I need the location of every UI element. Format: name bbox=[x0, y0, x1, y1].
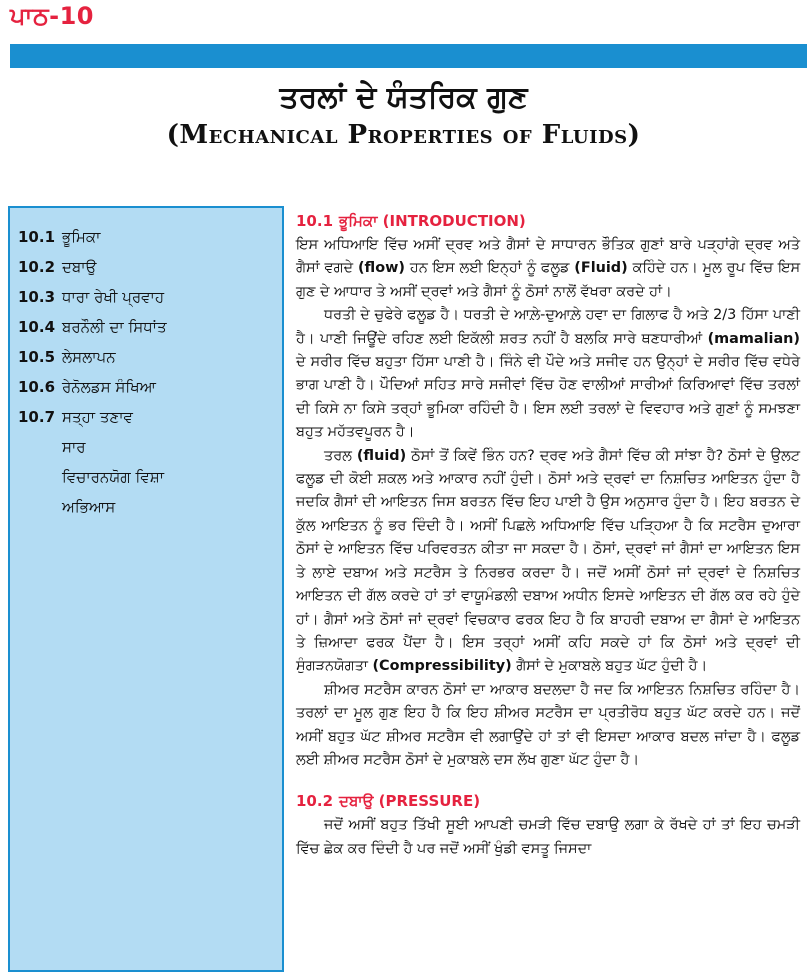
toc-item bbox=[10, 348, 282, 378]
toc-number: 10.4 bbox=[18, 318, 56, 336]
toc-label: ਲੇਸਲਾਪਨ bbox=[62, 348, 116, 366]
english-term: (Compressibility) bbox=[372, 658, 512, 675]
section-heading bbox=[296, 788, 800, 814]
section-heading bbox=[296, 208, 800, 234]
english-term: (fluid) bbox=[356, 447, 407, 464]
chapter-title-english: (Mechanical Properties of Fluids) bbox=[166, 120, 641, 150]
toc-item bbox=[10, 408, 282, 438]
chapter-title-punjabi: ਤਰਲਾਂ ਦੇ ਯੰਤਰਿਕ ਗੁਣ bbox=[279, 80, 528, 115]
table-of-contents bbox=[8, 206, 284, 972]
text-run: ਧਰਤੀ ਦੇ ਚੁਫੇਰੇ ਫਲੂਡ ਹੈ। ਧਰਤੀ ਦੇ ਆਲ਼ੇ-ਦੁਆਲ਼ੇ ਹਵਾ ਦਾ ਗਿਲਾਫ ਹੈ ਅਤੇ 2/3 ਹਿੱਸਾ ਪਾਣੀ ਹੈ। ਪਾਣੀ ਜਿਊਂਦੇ ਰਹਿਣ ਲਈ ਇਕੱਲੀ ਸ਼ਰਤ ਨਹੀਂ ਹੈ ਬਲਕਿ ਸਾਰੇ ਥਣਧਾਰੀਆਂ bbox=[296, 307, 800, 347]
toc-item bbox=[10, 288, 282, 318]
toc-label: ਬਰਨੌਲੀ ਦਾ ਸਿਧਾਂਤ bbox=[62, 318, 167, 336]
toc-label: ਦਬਾਉ bbox=[62, 258, 97, 276]
text-run: ਗੈਸਾਂ ਦੇ ਮੁਕਾਬਲੇ ਬਹੁਤ ਘੱਟ ਹੁੰਦੀ ਹੈ। bbox=[516, 658, 708, 675]
main-text bbox=[296, 206, 800, 861]
paragraph bbox=[296, 445, 800, 679]
toc-number: 10.7 bbox=[18, 408, 56, 426]
toc-label: ਭੂਮਿਕਾ bbox=[62, 228, 101, 246]
toc-item bbox=[10, 378, 282, 408]
section-number: 10.2 bbox=[296, 792, 334, 811]
section-number: 10.1 bbox=[296, 212, 334, 230]
text-run: ਕਹਿੰਦੇ ਹਨ। ਮੂਲ ਰੂਪ ਵਿੱਚ ਇਸ ਗੁਣ ਦੇ ਆਧਾਰ ਤੇ ਅਸੀਂ ਦ੍ਰਵਾਂ ਅਤੇ ਗੈਸਾਂ ਨੂੰ ਠੋਸਾਂ ਨਾਲੋਂ ਵੱਖਰਾ ਕਰਦੇ ਹਾਂ। bbox=[296, 260, 801, 300]
paragraph bbox=[296, 234, 800, 304]
english-term: (mamalian) bbox=[707, 330, 800, 347]
toc-number: 10.1 bbox=[18, 228, 56, 246]
section-gap bbox=[296, 772, 800, 786]
text-run: ਤਰਲ bbox=[324, 447, 352, 464]
toc-number: 10.6 bbox=[18, 378, 56, 396]
toc-item bbox=[10, 318, 282, 348]
toc-label: ਧਾਰਾ ਰੇਖੀ ਪ੍ਰਵਾਹ bbox=[62, 288, 165, 306]
english-term: (Fluid) bbox=[574, 260, 628, 277]
toc-number: 10.5 bbox=[18, 348, 56, 366]
toc-item-exercises: ਅਭਿਆਸ bbox=[62, 498, 116, 516]
toc-label: ਸਤ੍ਹਾ ਤਣਾਵ bbox=[62, 408, 133, 426]
toc-item bbox=[10, 258, 282, 288]
toc-number: 10.3 bbox=[18, 288, 56, 306]
paragraph bbox=[296, 304, 800, 444]
section-title: ਭੂਮਿਕਾ (INTRODUCTION) bbox=[339, 212, 526, 230]
chapter-label: ਪਾਠ-10 bbox=[10, 2, 94, 30]
paragraph: ਸ਼ੀਅਰ ਸਟਰੈਸ ਕਾਰਨ ਠੋਸਾਂ ਦਾ ਆਕਾਰ ਬਦਲਦਾ ਹੈ ਜਦ ਕਿ ਆਇਤਨ ਨਿਸ਼ਚਿਤ ਰਹਿੰਦਾ ਹੈ। ਤਰਲਾਂ ਦਾ ਮੂਲ ਗੁਣ ਇਹ ਹੈ ਕਿ ਇਹ ਸ਼ੀਅਰ ਸਟਰੈਸ ਦਾ ਪ੍ਰਤੀਰੋਧ ਬਹੁਤ ਘੱਟ ਕਰਦੇ ਹਨ। ਜਦੋਂ ਅਸੀਂ ਬਹੁਤ ਘੱਟ ਸ਼ੀਅਰ ਸਟਰੈਸ ਵੀ ਲਗਾਉਂਦੇ ਹਾਂ ਤਾਂ ਵੀ ਇਸਦਾ ਆਕਾਰ ਬਦਲ ਜਾਂਦਾ ਹੈ। ਫਲੂਡ ਲਈ ਸ਼ੀਅਰ ਸਟਰੈਸ ਠੋਸਾਂ ਦੇ ਮੁਕਾਬਲੇ ਦਸ ਲੱਖ ਗੁਣਾ ਘੱਟ ਹੁੰਦਾ ਹੈ। bbox=[296, 681, 800, 768]
text-run: ਠੋਸਾਂ ਤੋਂ ਕਿਵੇਂ ਭਿੰਨ ਹਨ? ਦ੍ਰਵ ਅਤੇ ਗੈਸਾਂ ਵਿੱਚ ਕੀ ਸਾਂਝਾ ਹੈ? ਠੋਸਾਂ ਦੇ ਉਲਟ ਫਲੂਡ ਦੀ ਕੋਈ ਸ਼ਕਲ ਅਤੇ ਆਕਾਰ ਨਹੀਂ ਹੁੰਦੀ। ਠੋਸਾਂ ਅਤੇ ਦ੍ਰਵਾਂ ਦਾ ਨਿਸ਼ਚਿਤ ਆਇਤਨ ਹੁੰਦਾ ਹੈ ਜਦਕਿ ਗੈਸਾਂ ਦੀ ਆਇਤਨ ਜਿਸ ਬਰਤਨ ਵਿੱਚ ਇਹ ਪਾਈ ਹੈ ਉਸ ਅਨੁਸਾਰ ਹੁੰਦਾ ਹੈ। ਇਹ ਬਰਤਨ ਦੇ ਕੁੱਲ ਆਇਤਨ ਨੂੰ ਭਰ ਦਿੰਦੀ ਹੈ। ਅਸੀਂ ਪਿਛਲੇ ਅਧਿਆਇ ਵਿੱਚ ਪੜ੍ਹਿਆ ਹੈ ਕਿ ਸਟਰੈਸ ਦੁਆਰਾ ਠੋਸਾਂ ਦੇ ਆਇਤਨ ਵਿੱਚ ਪਰਿਵਰਤਨ ਕੀਤਾ ਜਾ ਸਕਦਾ ਹੈ। ਠੋਸਾਂ, ਦ੍ਰਵਾਂ ਜਾਂ ਗੈਸਾਂ ਦਾ ਆਇਤਨ ਇਸ ਤੇ ਲਾਏ ਦਬਾਅ ਅਤੇ ਸਟਰੈਸ ਤੇ ਨਿਰਭਰ ਕਰਦਾ ਹੈ। ਜਦੋਂ ਅਸੀਂ ਠੋਸਾਂ ਜਾਂ ਦ੍ਰਵਾਂ ਦੇ ਨਿਸ਼ਚਿਤ ਆਇਤਨ ਦੀ ਗੱਲ ਕਰਦੇ ਹਾਂ ਤਾਂ ਵਾਯੂਮੰਡਲੀ ਦਬਾਅ ਅਧੀਨ ਇਸਦੇ ਆਇਤਨ ਦੀ ਗੱਲ ਕਰ ਰਹੇ ਹੁੰਦੇ ਹਾਂ। ਗੈਸਾਂ ਅਤੇ ਠੋਸਾਂ ਜਾਂ ਦ੍ਰਵਾਂ ਵਿਚਕਾਰ ਫਰਕ ਇਹ ਹੈ ਕਿ ਬਾਹਰੀ ਦਬਾਅ ਦਾ ਗੈਸਾਂ ਦੇ ਆਇਤਨ ਤੇ ਜ਼ਿਆਦਾ ਫਰਕ ਪੈਂਦਾ ਹੈ। ਇਸ ਤਰ੍ਹਾਂ ਅਸੀਂ ਕਹਿ ਸਕਦੇ ਹਾਂ ਕਿ ਠੋਸਾਂ ਅਤੇ ਦ੍ਰਵਾਂ ਦੀ ਸੁੰਗੜਨਯੋਗਤਾ bbox=[296, 447, 800, 675]
toc-number: 10.2 bbox=[18, 258, 56, 276]
toc-item-points-to-ponder: ਵਿਚਾਰਨਯੋਗ ਵਿਸ਼ਾ bbox=[62, 468, 165, 486]
text-run: ਹਨ ਇਸ ਲਈ ਇਨ੍ਹਾਂ ਨੂੰ ਫਲੂਡ bbox=[409, 260, 570, 277]
text-run: ਇਸ ਅਧਿਆਇ ਵਿੱਚ ਅਸੀਂ ਦ੍ਰਵ ਅਤੇ ਗੈਸਾਂ ਦੇ ਸਾਧਾਰਨ ਭੌਤਿਕ ਗੁਣਾਂ ਬਾਰੇ ਪੜ੍ਹਾਂਗੇ ਦ੍ਰਵ ਅਤੇ ਗੈਸਾਂ ਵਗਦੇ bbox=[296, 237, 800, 277]
paragraph: ਜਦੋਂ ਅਸੀਂ ਬਹੁਤ ਤਿੱਖੀ ਸੂਈ ਆਪਣੀ ਚਮੜੀ ਵਿੱਚ ਦਬਾਉ ਲਗਾ ਕੇ ਰੱਖਦੇ ਹਾਂ ਤਾਂ ਇਹ ਚਮੜੀ ਵਿੱਚ ਛੇਕ ਕਰ ਦਿੰਦੀ ਹੈ ਪਰ ਜਦੋਂ ਅਸੀਂ ਖੁੰਡੀ ਵਸਤੂ ਜਿਸਦਾ bbox=[296, 817, 800, 857]
toc-label: ਰੇਨੋਲਡਸ ਸੰਖਿਆ bbox=[62, 378, 156, 396]
toc-item bbox=[10, 228, 282, 258]
text-run: ਦੇ ਸਰੀਰ ਵਿੱਚ ਬਹੁਤਾ ਹਿੱਸਾ ਪਾਣੀ ਹੈ। ਜਿੰਨੇ ਵੀ ਪੌਦੇ ਅਤੇ ਸਜੀਵ ਹਨ ਉਨ੍ਹਾਂ ਦੇ ਸਰੀਰ ਵਿੱਚ ਵਧੇਰੇ ਭਾਗ ਪਾਣੀ ਹੈ। ਪੌਦਿਆਂ ਸਹਿਤ ਸਾਰੇ ਸਜੀਵਾਂ ਵਿੱਚ ਹੋਣ ਵਾਲੀਆਂ ਸਾਰੀਆਂ ਕਿਰਿਆਵਾਂ ਵਿੱਚ ਤਰਲਾਂ ਦੀ ਕਿਸੇ ਨਾ ਕਿਸੇ ਤਰ੍ਹਾਂ ਭੂਮਿਕਾ ਰਹਿੰਦੀ ਹੈ। ਇਸ ਲਈ ਤਰਲਾਂ ਦੇ ਵਿਵਹਾਰ ਅਤੇ ਗੁਣਾਂ ਨੂੰ ਸਮਝਣਾ ਬਹੁਤ ਮਹੱਤਵਪੂਰਨ ਹੈ। bbox=[296, 354, 800, 441]
header-band bbox=[10, 44, 807, 68]
toc-item-summary: ਸਾਰ bbox=[62, 438, 86, 456]
english-term: (flow) bbox=[357, 260, 405, 277]
section-title: ਦਬਾਉ (PRESSURE) bbox=[339, 792, 481, 811]
